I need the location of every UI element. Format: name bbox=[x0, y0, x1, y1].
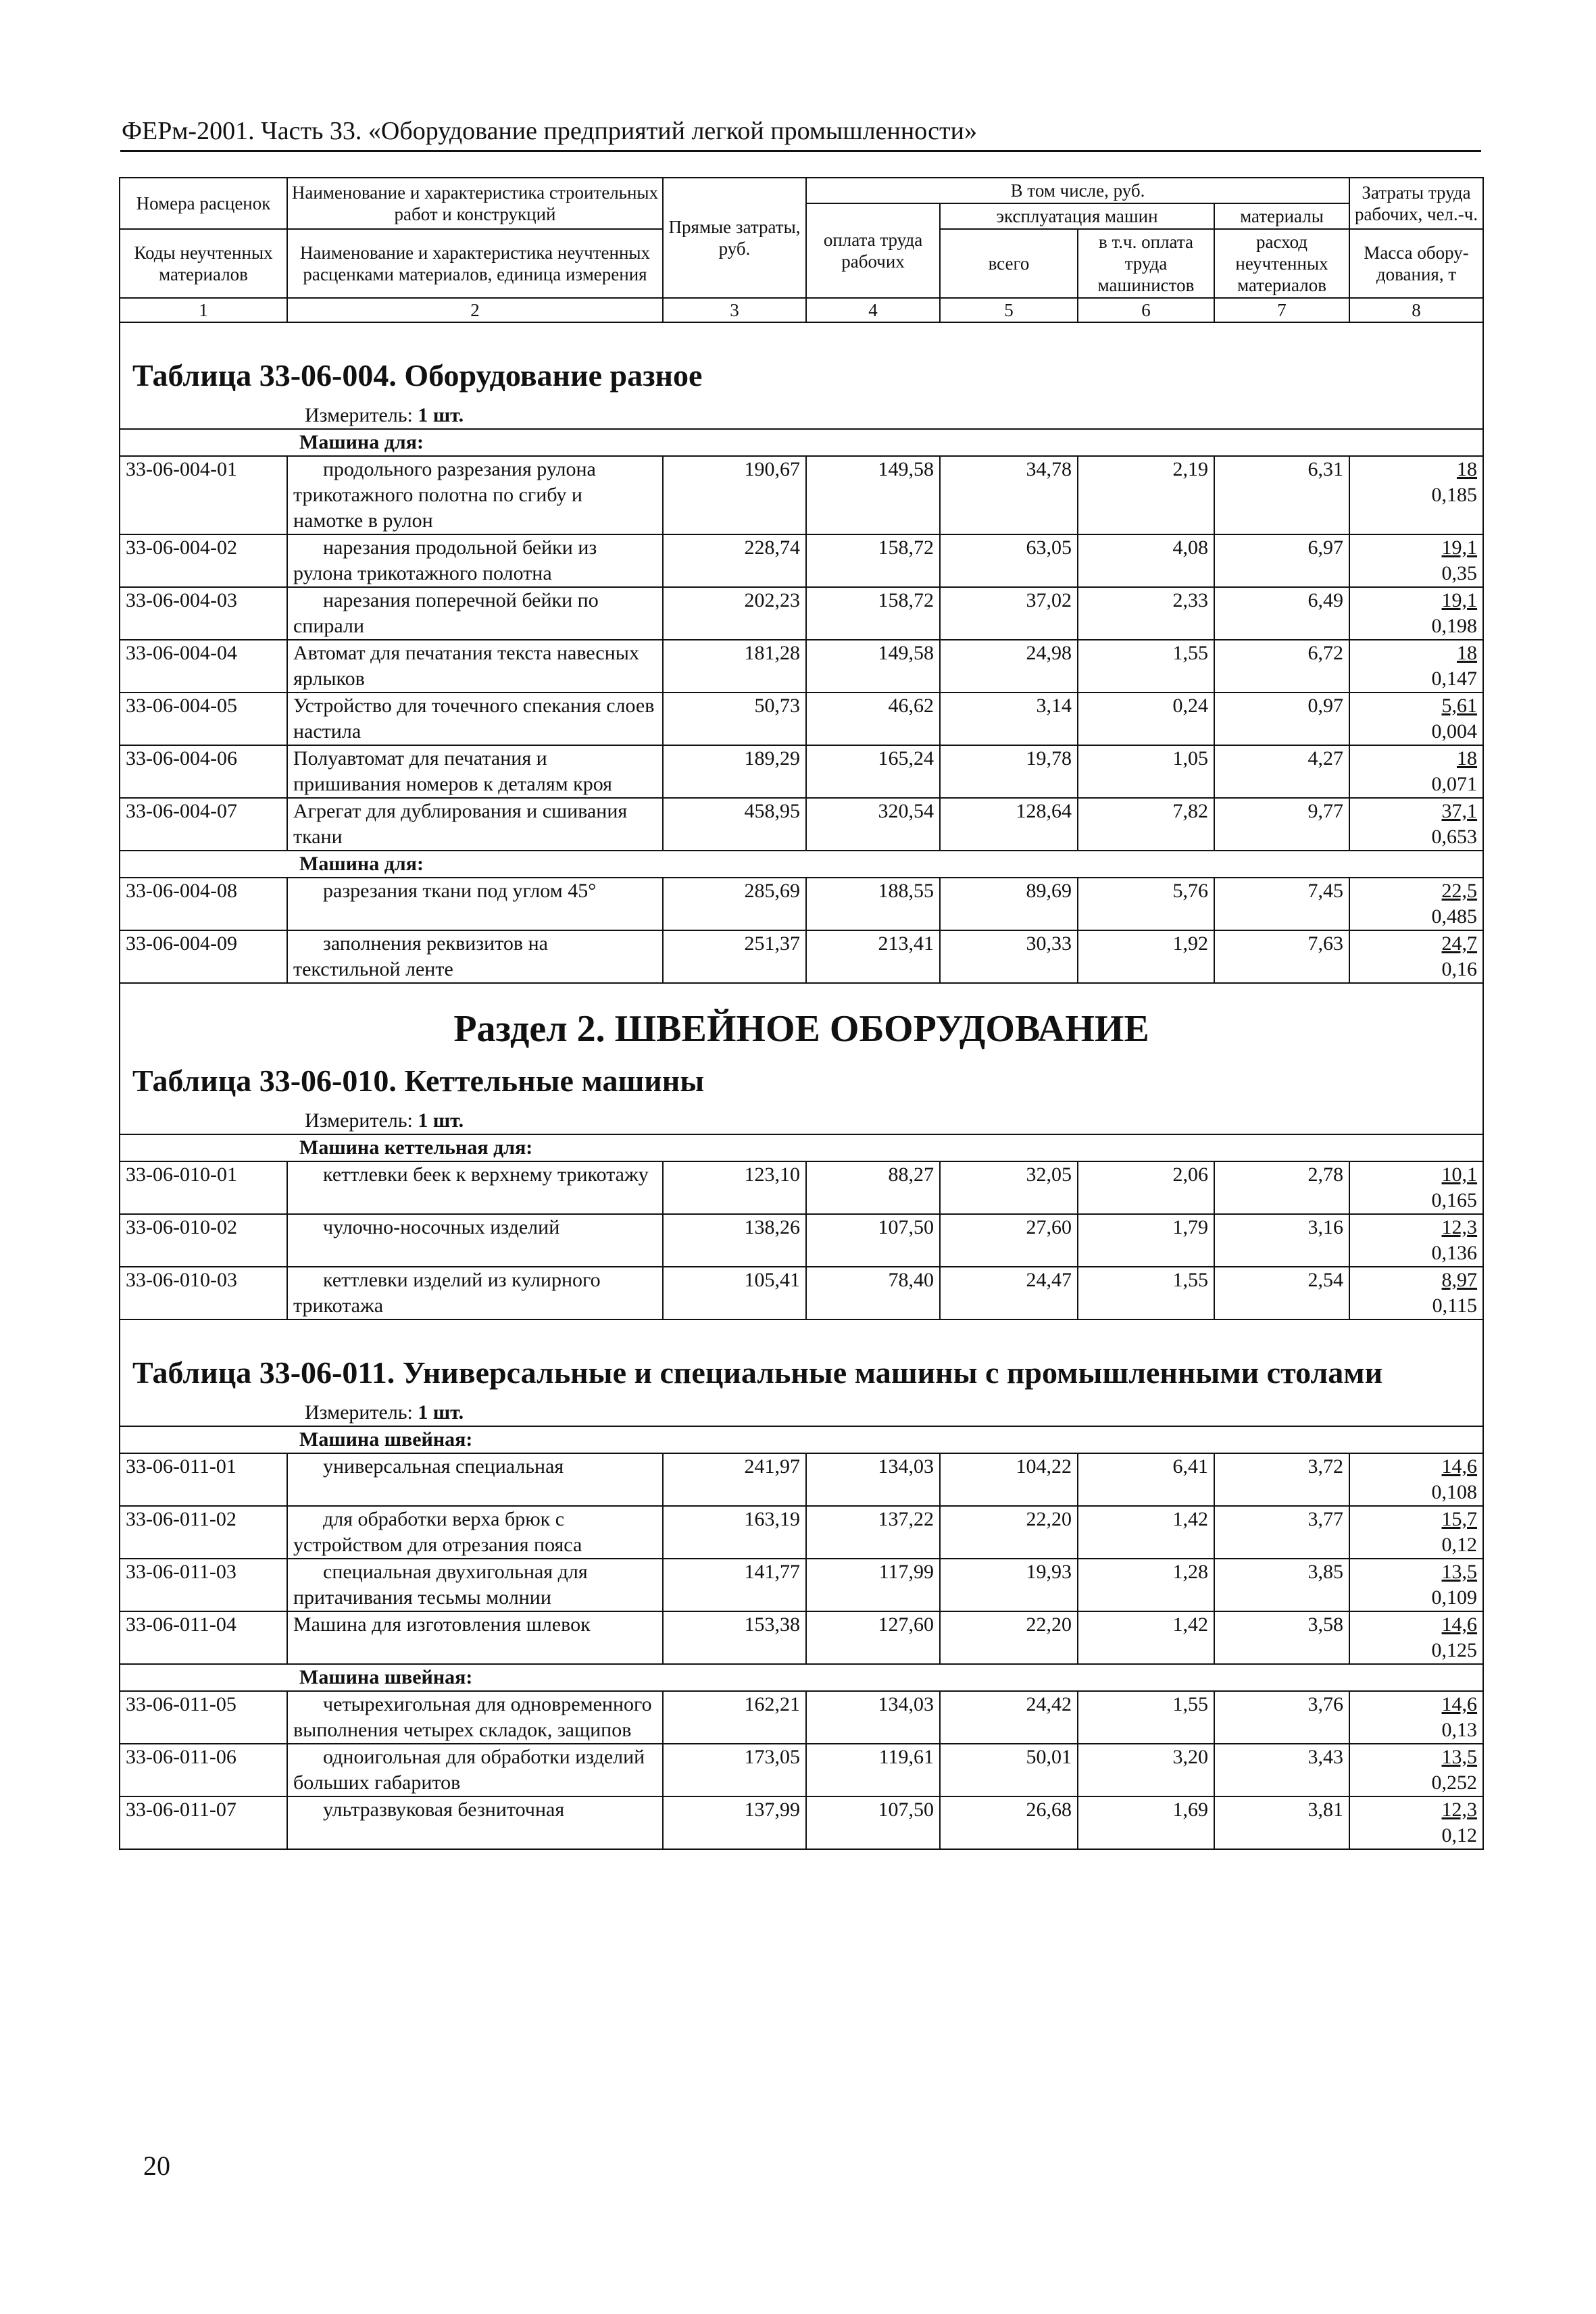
table-row bbox=[120, 798, 1483, 851]
mass-value: 0,198 bbox=[1431, 615, 1478, 637]
labor-mass-cell bbox=[1349, 640, 1483, 693]
table-row bbox=[120, 456, 1483, 534]
col-number: 7 bbox=[1214, 298, 1349, 322]
labor-value: 8,97 bbox=[1441, 1269, 1478, 1291]
labor-mass-cell bbox=[1349, 1691, 1483, 1744]
mass-value: 0,653 bbox=[1431, 826, 1478, 848]
direct-cost: 190,67 bbox=[663, 456, 806, 534]
rate-code: 33-06-004-03 bbox=[120, 587, 287, 640]
machines-value: 27,60 bbox=[940, 1214, 1078, 1267]
rate-code: 33-06-004-06 bbox=[120, 745, 287, 798]
rate-name: продольного разрезания рулона трикотажного полотна по сгибу и намотке в рулон bbox=[287, 456, 663, 534]
labor-value: 14,6 bbox=[1441, 1693, 1478, 1715]
wages-value: 149,58 bbox=[806, 640, 940, 693]
table-row bbox=[120, 534, 1483, 587]
group-label: Машина кеттельная для: bbox=[120, 1134, 1483, 1161]
labor-value: 15,7 bbox=[1441, 1508, 1478, 1530]
direct-cost: 123,10 bbox=[663, 1161, 806, 1214]
mass-value: 0,16 bbox=[1441, 958, 1478, 980]
group-label: Машина для: bbox=[120, 851, 1483, 878]
labor-mass-cell bbox=[1349, 1611, 1483, 1664]
col-machines-total: всего bbox=[940, 229, 1078, 298]
labor-value: 5,61 bbox=[1441, 695, 1478, 717]
col-machinist-wages: в т.ч. оплата труда машинистов bbox=[1078, 229, 1214, 298]
labor-value: 19,1 bbox=[1441, 589, 1478, 611]
wages-value: 78,40 bbox=[806, 1267, 940, 1319]
machinist-wages-value: 1,69 bbox=[1078, 1796, 1214, 1849]
materials-value: 9,77 bbox=[1214, 798, 1349, 851]
labor-mass-cell bbox=[1349, 798, 1483, 851]
mass-value: 0,13 bbox=[1441, 1719, 1478, 1741]
machines-value: 32,05 bbox=[940, 1161, 1078, 1214]
labor-value: 13,5 bbox=[1441, 1561, 1478, 1583]
labor-mass-cell bbox=[1349, 1796, 1483, 1849]
rate-code: 33-06-011-02 bbox=[120, 1506, 287, 1559]
rate-code: 33-06-011-07 bbox=[120, 1796, 287, 1849]
col-direct-costs: Прямые затраты, руб. bbox=[663, 178, 806, 298]
rate-name: разрезания ткани под углом 45° bbox=[287, 878, 663, 930]
table-title: Таблица 33-06-011. Универсальные и специальные машины с промышленными столами bbox=[132, 1355, 1383, 1390]
wages-value: 88,27 bbox=[806, 1161, 940, 1214]
machinist-wages-value: 1,55 bbox=[1078, 640, 1214, 693]
col-materials: материалы bbox=[1214, 203, 1349, 229]
labor-mass-cell bbox=[1349, 1267, 1483, 1319]
direct-cost: 138,26 bbox=[663, 1214, 806, 1267]
col-work-name: Наименование и характеристика строительных работ и конструкций bbox=[287, 178, 663, 229]
labor-value: 13,5 bbox=[1441, 1746, 1478, 1768]
machines-value: 22,20 bbox=[940, 1611, 1078, 1664]
table-004-rows-b bbox=[120, 878, 1483, 983]
rate-code: 33-06-010-01 bbox=[120, 1161, 287, 1214]
labor-value: 12,3 bbox=[1441, 1216, 1478, 1238]
col-machines: эксплуатация машин bbox=[940, 203, 1214, 229]
wages-value: 213,41 bbox=[806, 930, 940, 983]
materials-value: 3,85 bbox=[1214, 1559, 1349, 1611]
labor-mass-cell bbox=[1349, 878, 1483, 930]
machinist-wages-value: 5,76 bbox=[1078, 878, 1214, 930]
mass-value: 0,12 bbox=[1441, 1534, 1478, 1556]
machinist-wages-value: 0,24 bbox=[1078, 693, 1214, 745]
direct-cost: 189,29 bbox=[663, 745, 806, 798]
col-number: 1 bbox=[120, 298, 287, 322]
machinist-wages-value: 2,06 bbox=[1078, 1161, 1214, 1214]
table-004-rows-a bbox=[120, 456, 1483, 851]
machines-value: 63,05 bbox=[940, 534, 1078, 587]
rate-code: 33-06-011-01 bbox=[120, 1453, 287, 1506]
mass-value: 0,108 bbox=[1431, 1481, 1478, 1503]
rate-name: нарезания поперечной бейки по спирали bbox=[287, 587, 663, 640]
mass-value: 0,115 bbox=[1432, 1294, 1478, 1317]
rate-name: заполнения реквизитов на текстильной ленте bbox=[287, 930, 663, 983]
rate-name: для обработки верха брюк с устройством для отрезания пояса bbox=[287, 1506, 663, 1559]
machines-value: 22,20 bbox=[940, 1506, 1078, 1559]
rate-name: Устройство для точечного спекания слоев настила bbox=[287, 693, 663, 745]
col-material-names: Наименование и характеристика неучтенных расценками материалов, единица измерения bbox=[287, 229, 663, 298]
wages-value: 158,72 bbox=[806, 587, 940, 640]
direct-cost: 141,77 bbox=[663, 1559, 806, 1611]
mass-value: 0,004 bbox=[1431, 720, 1478, 743]
labor-mass-cell bbox=[1349, 534, 1483, 587]
machinist-wages-value: 1,28 bbox=[1078, 1559, 1214, 1611]
wages-value: 119,61 bbox=[806, 1744, 940, 1796]
col-number: 8 bbox=[1349, 298, 1483, 322]
machines-value: 24,42 bbox=[940, 1691, 1078, 1744]
col-number: 2 bbox=[287, 298, 663, 322]
machines-value: 24,47 bbox=[940, 1267, 1078, 1319]
direct-cost: 105,41 bbox=[663, 1267, 806, 1319]
mass-value: 0,071 bbox=[1431, 773, 1478, 795]
rate-name: четырехигольная для одновременного выполнения четырех складок, защипов bbox=[287, 1691, 663, 1744]
machinist-wages-value: 6,41 bbox=[1078, 1453, 1214, 1506]
labor-mass-cell bbox=[1349, 1744, 1483, 1796]
labor-mass-cell bbox=[1349, 456, 1483, 534]
materials-value: 3,58 bbox=[1214, 1611, 1349, 1664]
direct-cost: 137,99 bbox=[663, 1796, 806, 1849]
mass-value: 0,165 bbox=[1431, 1189, 1478, 1211]
materials-value: 6,72 bbox=[1214, 640, 1349, 693]
col-number: 5 bbox=[940, 298, 1078, 322]
table-row bbox=[120, 878, 1483, 930]
direct-cost: 241,97 bbox=[663, 1453, 806, 1506]
table-row bbox=[120, 1744, 1483, 1796]
machinist-wages-value: 1,92 bbox=[1078, 930, 1214, 983]
direct-cost: 153,38 bbox=[663, 1611, 806, 1664]
col-mass: Масса обору-дования, т bbox=[1349, 229, 1483, 298]
machines-value: 50,01 bbox=[940, 1744, 1078, 1796]
materials-value: 6,31 bbox=[1214, 456, 1349, 534]
machinist-wages-value: 7,82 bbox=[1078, 798, 1214, 851]
machines-value: 37,02 bbox=[940, 587, 1078, 640]
labor-mass-cell bbox=[1349, 1161, 1483, 1214]
materials-value: 3,43 bbox=[1214, 1744, 1349, 1796]
labor-value: 14,6 bbox=[1441, 1613, 1478, 1636]
labor-mass-cell bbox=[1349, 1214, 1483, 1267]
labor-value: 12,3 bbox=[1441, 1799, 1478, 1821]
machinist-wages-value: 2,19 bbox=[1078, 456, 1214, 534]
rate-code: 33-06-004-07 bbox=[120, 798, 287, 851]
labor-value: 10,1 bbox=[1441, 1163, 1478, 1186]
col-including: В том числе, руб. bbox=[806, 178, 1349, 203]
col-wages: оплата труда рабочих bbox=[806, 203, 940, 298]
materials-value: 3,76 bbox=[1214, 1691, 1349, 1744]
rate-code: 33-06-010-03 bbox=[120, 1267, 287, 1319]
page-header: ФЕРм-2001. Часть 33. «Оборудование предприятий легкой промышленности» bbox=[122, 117, 977, 145]
table-row bbox=[120, 693, 1483, 745]
group-label: Машина швейная: bbox=[120, 1664, 1483, 1691]
table-row bbox=[120, 1559, 1483, 1611]
meter: Измеритель: 1 шт. bbox=[305, 404, 464, 426]
rate-name: одноигольная для обработки изделий больших габаритов bbox=[287, 1744, 663, 1796]
machines-value: 128,64 bbox=[940, 798, 1078, 851]
table-title: Таблица 33-06-010. Кеттельные машины bbox=[132, 1063, 705, 1098]
mass-value: 0,252 bbox=[1431, 1771, 1478, 1794]
machines-value: 3,14 bbox=[940, 693, 1078, 745]
col-number: 6 bbox=[1078, 298, 1214, 322]
labor-mass-cell bbox=[1349, 1559, 1483, 1611]
machinist-wages-value: 1,05 bbox=[1078, 745, 1214, 798]
wages-value: 134,03 bbox=[806, 1691, 940, 1744]
table-row bbox=[120, 1506, 1483, 1559]
table-row bbox=[120, 640, 1483, 693]
wages-value: 188,55 bbox=[806, 878, 940, 930]
meter: Измеритель: 1 шт. bbox=[305, 1109, 464, 1132]
page-number: 20 bbox=[143, 2150, 170, 2181]
rate-code: 33-06-011-03 bbox=[120, 1559, 287, 1611]
rate-code: 33-06-004-09 bbox=[120, 930, 287, 983]
labor-value: 18 bbox=[1457, 642, 1478, 664]
rate-code: 33-06-011-06 bbox=[120, 1744, 287, 1796]
direct-cost: 181,28 bbox=[663, 640, 806, 693]
wages-value: 165,24 bbox=[806, 745, 940, 798]
rate-name: чулочно-носочных изделий bbox=[287, 1214, 663, 1267]
materials-value: 6,97 bbox=[1214, 534, 1349, 587]
header-rule bbox=[120, 150, 1481, 152]
mass-value: 0,185 bbox=[1431, 484, 1478, 506]
wages-value: 107,50 bbox=[806, 1796, 940, 1849]
machines-value: 26,68 bbox=[940, 1796, 1078, 1849]
rate-name: кеттлевки изделий из кулирного трикотажа bbox=[287, 1267, 663, 1319]
table-011-rows-b bbox=[120, 1691, 1483, 1849]
mass-value: 0,485 bbox=[1431, 905, 1478, 928]
table-011-rows-a bbox=[120, 1453, 1483, 1664]
rate-name: Автомат для печатания текста навесных ярлыков bbox=[287, 640, 663, 693]
direct-cost: 251,37 bbox=[663, 930, 806, 983]
machinist-wages-value: 1,42 bbox=[1078, 1611, 1214, 1664]
rate-name: Агрегат для дублирования и сшивания ткани bbox=[287, 798, 663, 851]
materials-value: 4,27 bbox=[1214, 745, 1349, 798]
rate-code: 33-06-004-08 bbox=[120, 878, 287, 930]
wages-value: 320,54 bbox=[806, 798, 940, 851]
machinist-wages-value: 1,55 bbox=[1078, 1267, 1214, 1319]
direct-cost: 163,19 bbox=[663, 1506, 806, 1559]
labor-value: 24,7 bbox=[1441, 932, 1478, 955]
rate-code: 33-06-004-04 bbox=[120, 640, 287, 693]
wages-value: 137,22 bbox=[806, 1506, 940, 1559]
table-004 bbox=[120, 322, 1483, 456]
table-row bbox=[120, 1453, 1483, 1506]
section-2 bbox=[120, 983, 1483, 1161]
rate-code: 33-06-004-02 bbox=[120, 534, 287, 587]
materials-value: 2,54 bbox=[1214, 1267, 1349, 1319]
wages-value: 127,60 bbox=[806, 1611, 940, 1664]
rate-code: 33-06-004-01 bbox=[120, 456, 287, 534]
rate-name: кеттлевки беек к верхнему трикотажу bbox=[287, 1161, 663, 1214]
machines-value: 19,93 bbox=[940, 1559, 1078, 1611]
rate-code: 33-06-011-05 bbox=[120, 1691, 287, 1744]
table-row bbox=[120, 1796, 1483, 1849]
col-number: 3 bbox=[663, 298, 806, 322]
table-row bbox=[120, 1611, 1483, 1664]
group-label: Машина для: bbox=[120, 429, 1483, 456]
table-title: Таблица 33-06-004. Оборудование разное bbox=[132, 358, 703, 393]
mass-value: 0,147 bbox=[1431, 668, 1478, 690]
wages-value: 134,03 bbox=[806, 1453, 940, 1506]
labor-mass-cell bbox=[1349, 1506, 1483, 1559]
rate-name: нарезания продольной бейки из рулона трикотажного полотна bbox=[287, 534, 663, 587]
direct-cost: 162,21 bbox=[663, 1691, 806, 1744]
materials-value: 6,49 bbox=[1214, 587, 1349, 640]
machinist-wages-value: 1,42 bbox=[1078, 1506, 1214, 1559]
rate-name: ультразвуковая безниточная bbox=[287, 1796, 663, 1849]
table-011 bbox=[120, 1319, 1483, 1453]
wages-value: 46,62 bbox=[806, 693, 940, 745]
machinist-wages-value: 4,08 bbox=[1078, 534, 1214, 587]
labor-mass-cell bbox=[1349, 693, 1483, 745]
direct-cost: 50,73 bbox=[663, 693, 806, 745]
machines-value: 104,22 bbox=[940, 1453, 1078, 1506]
rate-code: 33-06-004-05 bbox=[120, 693, 287, 745]
col-rates-number: Номера расценок bbox=[120, 178, 287, 229]
direct-cost: 202,23 bbox=[663, 587, 806, 640]
labor-value: 19,1 bbox=[1441, 536, 1478, 559]
direct-cost: 228,74 bbox=[663, 534, 806, 587]
rate-code: 33-06-010-02 bbox=[120, 1214, 287, 1267]
wages-value: 107,50 bbox=[806, 1214, 940, 1267]
labor-mass-cell bbox=[1349, 930, 1483, 983]
labor-value: 14,6 bbox=[1441, 1455, 1478, 1478]
labor-value: 37,1 bbox=[1441, 800, 1478, 822]
table-row bbox=[120, 1267, 1483, 1319]
machinist-wages-value: 2,33 bbox=[1078, 587, 1214, 640]
wages-value: 149,58 bbox=[806, 456, 940, 534]
machines-value: 34,78 bbox=[940, 456, 1078, 534]
machines-value: 24,98 bbox=[940, 640, 1078, 693]
direct-cost: 173,05 bbox=[663, 1744, 806, 1796]
table-row bbox=[120, 587, 1483, 640]
col-material-codes: Коды неучтенных материалов bbox=[120, 229, 287, 298]
table-row bbox=[120, 930, 1483, 983]
machines-value: 89,69 bbox=[940, 878, 1078, 930]
section-title: Раздел 2. ШВЕЙНОЕ ОБОРУДОВАНИЕ bbox=[453, 1008, 1149, 1050]
labor-value: 18 bbox=[1457, 747, 1478, 770]
col-materials-consumption: расход неучтенных материалов bbox=[1214, 229, 1349, 298]
materials-value: 7,45 bbox=[1214, 878, 1349, 930]
table-row bbox=[120, 1161, 1483, 1214]
machinist-wages-value: 3,20 bbox=[1078, 1744, 1214, 1796]
materials-value: 2,78 bbox=[1214, 1161, 1349, 1214]
rates-table bbox=[119, 177, 1484, 1850]
col-number: 4 bbox=[806, 298, 940, 322]
labor-mass-cell bbox=[1349, 1453, 1483, 1506]
machinist-wages-value: 1,79 bbox=[1078, 1214, 1214, 1267]
wages-value: 117,99 bbox=[806, 1559, 940, 1611]
labor-mass-cell bbox=[1349, 587, 1483, 640]
meter: Измеритель: 1 шт. bbox=[305, 1401, 464, 1424]
materials-value: 0,97 bbox=[1214, 693, 1349, 745]
col-labor: Затраты труда рабочих, чел.-ч. bbox=[1349, 178, 1483, 229]
mass-value: 0,35 bbox=[1441, 562, 1478, 584]
wages-value: 158,72 bbox=[806, 534, 940, 587]
rate-name: специальная двухигольная для притачивания тесьмы молнии bbox=[287, 1559, 663, 1611]
table-010-rows bbox=[120, 1161, 1483, 1319]
mass-value: 0,109 bbox=[1431, 1586, 1478, 1609]
labor-value: 22,5 bbox=[1441, 880, 1478, 902]
materials-value: 3,72 bbox=[1214, 1453, 1349, 1506]
labor-mass-cell bbox=[1349, 745, 1483, 798]
machinist-wages-value: 1,55 bbox=[1078, 1691, 1214, 1744]
machines-value: 19,78 bbox=[940, 745, 1078, 798]
rate-name: Полуавтомат для печатания и пришивания номеров к деталям кроя bbox=[287, 745, 663, 798]
direct-cost: 458,95 bbox=[663, 798, 806, 851]
labor-value: 18 bbox=[1457, 458, 1478, 480]
mass-value: 0,125 bbox=[1431, 1639, 1478, 1661]
group-label: Машина швейная: bbox=[120, 1426, 1483, 1453]
materials-value: 3,16 bbox=[1214, 1214, 1349, 1267]
table-row bbox=[120, 745, 1483, 798]
materials-value: 3,77 bbox=[1214, 1506, 1349, 1559]
rate-name: Машина для изготовления шлевок bbox=[287, 1611, 663, 1664]
materials-value: 7,63 bbox=[1214, 930, 1349, 983]
mass-value: 0,12 bbox=[1441, 1824, 1478, 1846]
table-row bbox=[120, 1691, 1483, 1744]
rate-code: 33-06-011-04 bbox=[120, 1611, 287, 1664]
rate-name: универсальная специальная bbox=[287, 1453, 663, 1506]
materials-value: 3,81 bbox=[1214, 1796, 1349, 1849]
direct-cost: 285,69 bbox=[663, 878, 806, 930]
table-row bbox=[120, 1214, 1483, 1267]
mass-value: 0,136 bbox=[1431, 1242, 1478, 1264]
machines-value: 30,33 bbox=[940, 930, 1078, 983]
